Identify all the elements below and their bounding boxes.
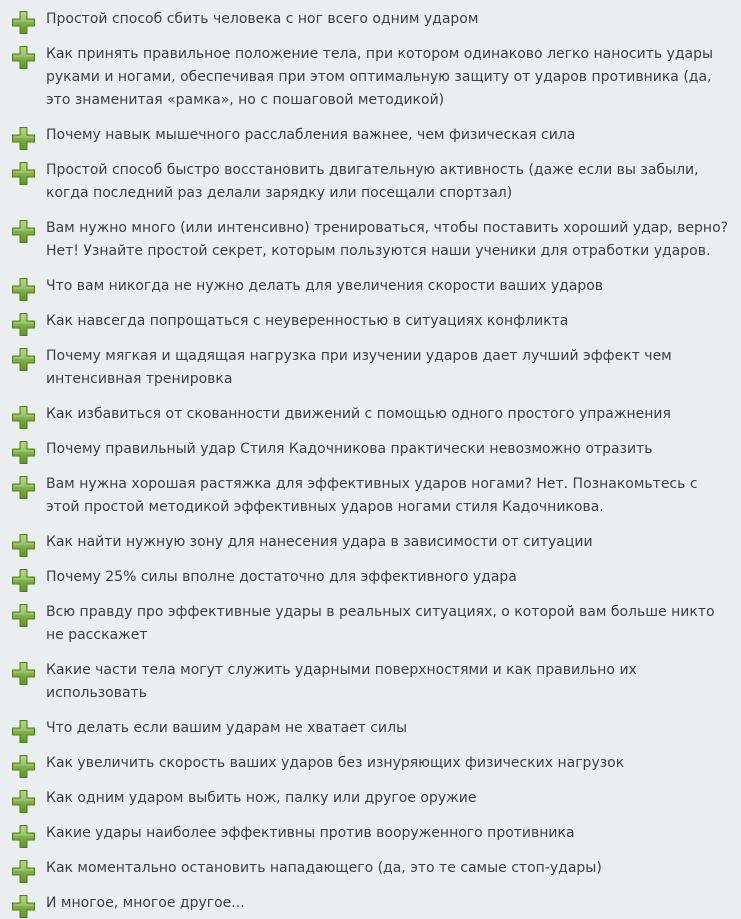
list-item-text: Как одним ударом выбить нож, палку или другое оружие xyxy=(46,790,477,806)
plus-icon xyxy=(11,277,36,302)
list-item xyxy=(0,531,741,554)
list-item xyxy=(0,892,741,915)
list-item-text: Вам нужна хорошая растяжка для эффективных ударов ногами? Нет. Познакомьтесь с этой простой методикой эффективных ударов ногами стиля Кадочникова. xyxy=(46,476,698,515)
list-item xyxy=(0,601,741,647)
list-item xyxy=(0,822,741,845)
plus-icon xyxy=(11,603,36,628)
list-item xyxy=(0,275,741,298)
list-item xyxy=(0,8,741,31)
list-item xyxy=(0,403,741,426)
list-item xyxy=(0,43,741,112)
list-item-text: Как увеличить скорость ваших ударов без изнуряющих физических нагрузок xyxy=(46,755,625,771)
list-item xyxy=(0,124,741,147)
list-item-text: Почему навык мышечного расслабления важнее, чем физическая сила xyxy=(46,127,576,143)
list-item-text: Простой способ сбить человека с ног всего одним ударом xyxy=(46,11,479,27)
plus-icon xyxy=(11,533,36,558)
list-item-text: Как избавиться от скованности движений с помощью одного простого упражнения xyxy=(46,406,671,422)
list-item-text: Простой способ быстро восстановить двигательную активность (даже если вы забыли, когда последний раз делали зарядку или посещали спортзал) xyxy=(46,162,699,201)
list-item-text: Какие удары наиболее эффективны против вооруженного противника xyxy=(46,825,575,841)
plus-icon xyxy=(11,894,36,919)
list-item xyxy=(0,473,741,519)
list-item-text: Почему мягкая и щадящая нагрузка при изучении ударов дает лучший эффект чем интенсивная тренировка xyxy=(46,348,672,387)
list-item xyxy=(0,345,741,391)
plus-icon xyxy=(11,440,36,465)
plus-icon xyxy=(11,347,36,372)
list-item-text: Всю правду про эффективные удары в реальных ситуациях, о которой вам больше никто не расскажет xyxy=(46,604,715,643)
plus-icon xyxy=(11,824,36,849)
plus-icon xyxy=(11,475,36,500)
list-item xyxy=(0,438,741,461)
list-item-text: Вам нужно много (или интенсивно) тренироваться, чтобы поставить хороший удар, верно? Нет! Узнайте простой секрет, которым пользуются наши ученики для отработки ударов. xyxy=(46,220,729,259)
plus-icon xyxy=(11,405,36,430)
list-item xyxy=(0,659,741,705)
list-item-text: Почему 25% силы вполне достаточно для эффективного удара xyxy=(46,569,517,585)
plus-icon xyxy=(11,219,36,244)
list-item-text: Какие части тела могут служить ударными поверхностями и как правильно их использовать xyxy=(46,662,637,701)
list-item-text: Что вам никогда не нужно делать для увеличения скорости ваших ударов xyxy=(46,278,604,294)
list-item-text: Что делать если вашим ударам не хватает силы xyxy=(46,720,408,736)
plus-icon xyxy=(11,754,36,779)
list-item-text: И многое, многое другое... xyxy=(46,895,245,911)
plus-icon xyxy=(11,161,36,186)
plus-icon xyxy=(11,126,36,151)
list-item-text: Как найти нужную зону для нанесения удара в зависимости от ситуации xyxy=(46,534,593,550)
plus-icon xyxy=(11,568,36,593)
list-item-text: Как принять правильное положение тела, при котором одинаково легко наносить удары руками и ногами, обеспечивая при этом оптимальную защиту от ударов противника (да, это знаменитая «рамка», но с пошаговой методикой) xyxy=(46,46,714,108)
list-item xyxy=(0,717,741,740)
plus-icon xyxy=(11,45,36,70)
plus-icon xyxy=(11,719,36,744)
plus-icon xyxy=(11,10,36,35)
list-item xyxy=(0,566,741,589)
plus-icon xyxy=(11,312,36,337)
list-item-text: Как навсегда попрощаться с неуверенностью в ситуациях конфликта xyxy=(46,313,569,329)
list-item xyxy=(0,310,741,333)
list-item xyxy=(0,217,741,263)
list-item-text: Как моментально остановить нападающего (да, это те самые стоп-удары) xyxy=(46,860,602,876)
list-item xyxy=(0,159,741,205)
plus-icon xyxy=(11,789,36,814)
list-item xyxy=(0,857,741,880)
plus-icon xyxy=(11,859,36,884)
list-item xyxy=(0,752,741,775)
list-item-text: Почему правильный удар Стиля Кадочникова практически невозможно отразить xyxy=(46,441,653,457)
plus-icon xyxy=(11,661,36,686)
list-item xyxy=(0,787,741,810)
